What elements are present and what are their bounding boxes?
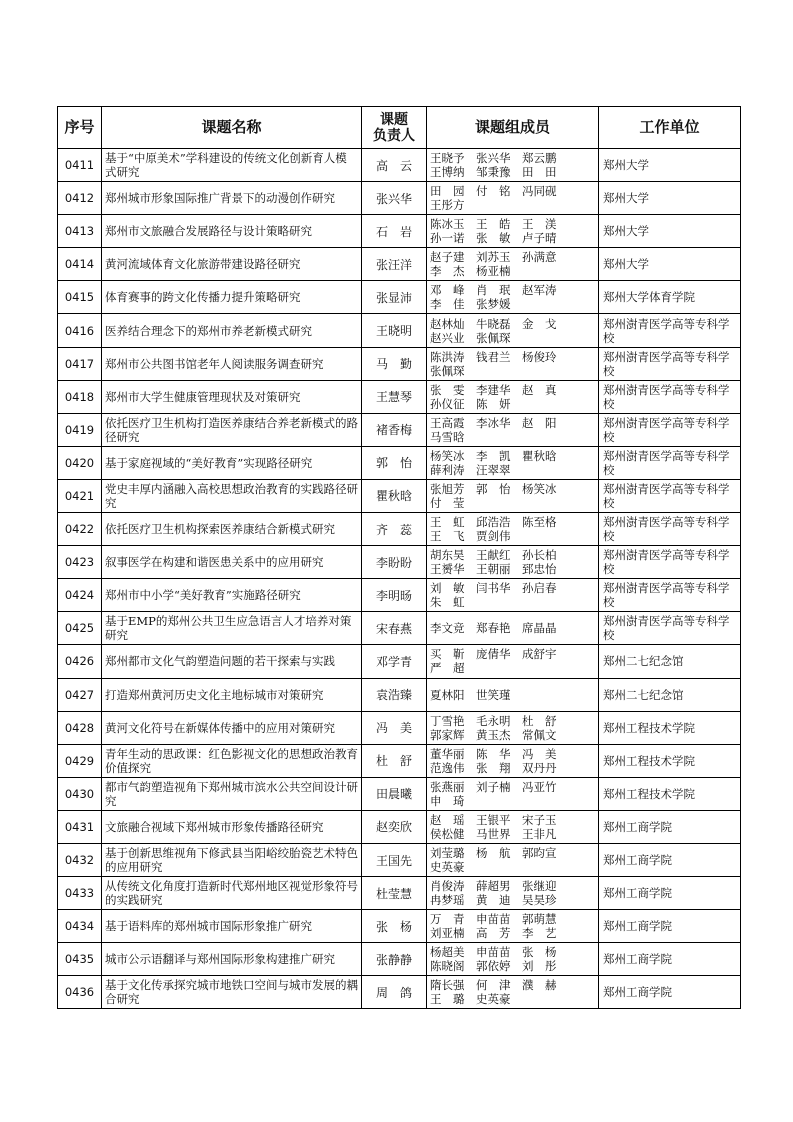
project-members: 邓 峰 肖 珉 赵军涛 李 佳 张梦媛 — [427, 281, 599, 314]
project-title: 郑州市中小学“美好教育”实施路径研究 — [102, 579, 362, 612]
table-row — [58, 943, 741, 976]
row-number: 0426 — [58, 645, 102, 678]
row-number: 0412 — [58, 182, 102, 215]
project-members: 陈洪涛 钱君兰 杨俊玲 张佩琛 — [427, 347, 599, 380]
work-unit: 郑州澍青医学高等专科学校 — [599, 446, 741, 479]
table-row — [58, 215, 741, 248]
project-title: 基于EMP的郑州公共卫生应急语言人才培养对策研究 — [102, 612, 362, 645]
row-number: 0423 — [58, 546, 102, 579]
work-unit: 郑州澍青医学高等专科学校 — [599, 546, 741, 579]
project-leader: 邓学青 — [362, 645, 427, 678]
table-row — [58, 579, 741, 612]
project-leader: 田晨曦 — [362, 777, 427, 810]
table-row — [58, 810, 741, 843]
header-no: 序号 — [58, 107, 102, 149]
row-number: 0435 — [58, 943, 102, 976]
table-row — [58, 347, 741, 380]
project-leader: 张显沛 — [362, 281, 427, 314]
project-leader: 王慧琴 — [362, 380, 427, 413]
project-leader: 马 勤 — [362, 347, 427, 380]
row-number: 0431 — [58, 810, 102, 843]
row-number: 0432 — [58, 843, 102, 876]
table-row — [58, 248, 741, 281]
row-number: 0411 — [58, 149, 102, 182]
project-leader: 齐 蕊 — [362, 513, 427, 546]
project-leader: 石 岩 — [362, 215, 427, 248]
project-leader: 瞿秋晗 — [362, 479, 427, 512]
project-members: 张旭芳 郭 怡 杨笑冰 付 莹 — [427, 479, 599, 512]
work-unit: 郑州大学 — [599, 182, 741, 215]
table-row — [58, 446, 741, 479]
project-leader: 赵奕欣 — [362, 810, 427, 843]
work-unit: 郑州大学 — [599, 149, 741, 182]
project-leader: 杜 舒 — [362, 744, 427, 777]
project-title: 基于“中原美术”学科建设的传统文化创新育人模式研究 — [102, 149, 362, 182]
project-leader: 杜莹慧 — [362, 877, 427, 910]
row-number: 0429 — [58, 744, 102, 777]
project-leader: 郭 怡 — [362, 446, 427, 479]
row-number: 0428 — [58, 711, 102, 744]
project-leader: 袁浩臻 — [362, 678, 427, 711]
project-title: 依托医疗卫生机构探索医养康结合新模式研究 — [102, 513, 362, 546]
row-number: 0419 — [58, 413, 102, 446]
project-title: 黄河流域体育文化旅游带建设路径研究 — [102, 248, 362, 281]
work-unit: 郑州澍青医学高等专科学校 — [599, 314, 741, 347]
project-members: 赵子建 刘苏玉 孙满意 李 杰 杨亚楠 — [427, 248, 599, 281]
work-unit: 郑州工程技术学院 — [599, 777, 741, 810]
project-leader: 张 杨 — [362, 910, 427, 943]
table-row — [58, 380, 741, 413]
project-table — [57, 106, 741, 1009]
table-row — [58, 777, 741, 810]
work-unit: 郑州澍青医学高等专科学校 — [599, 479, 741, 512]
project-members: 隋长强 何 津 濮 赫 王 璐 史英豪 — [427, 976, 599, 1009]
table-row — [58, 877, 741, 910]
project-title: 城市公示语翻译与郑州国际形象构建推广研究 — [102, 943, 362, 976]
table-row — [58, 149, 741, 182]
project-members: 王晓予 张兴华 郑云鹏 王博纳 邹秉豫 田 田 — [427, 149, 599, 182]
project-title: 基于文化传承探究城市地铁口空间与城市发展的耦合研究 — [102, 976, 362, 1009]
project-members: 田 园 付 铭 冯同砚 王彤方 — [427, 182, 599, 215]
row-number: 0434 — [58, 910, 102, 943]
project-members: 张燕丽 刘子楠 冯亚竹 申 琦 — [427, 777, 599, 810]
project-title: 文旅融合视域下郑州城市形象传播路径研究 — [102, 810, 362, 843]
project-members: 王高霞 李冰华 赵 阳 马雪晗 — [427, 413, 599, 446]
project-members: 董华丽 陈 华 冯 美 范逸伟 张 翔 双丹丹 — [427, 744, 599, 777]
work-unit: 郑州二七纪念馆 — [599, 678, 741, 711]
project-members: 买 靳 庞倩华 成舒宇 严 超 — [427, 645, 599, 678]
row-number: 0436 — [58, 976, 102, 1009]
project-title: 依托医疗卫生机构打造医养康结合养老新模式的路径研究 — [102, 413, 362, 446]
work-unit: 郑州工商学院 — [599, 943, 741, 976]
project-title: 从传统文化角度打造新时代郑州地区视觉形象符号的实践研究 — [102, 877, 362, 910]
project-title: 基于语料库的郑州城市国际形象推广研究 — [102, 910, 362, 943]
row-number: 0414 — [58, 248, 102, 281]
work-unit: 郑州工商学院 — [599, 843, 741, 876]
work-unit: 郑州二七纪念馆 — [599, 645, 741, 678]
project-members: 杨超美 申苗苗 张 杨 陈晓阁 郭依婷 刘 彤 — [427, 943, 599, 976]
work-unit: 郑州澍青医学高等专科学校 — [599, 579, 741, 612]
project-members: 张 雯 李建华 赵 真 孙仪征 陈 妍 — [427, 380, 599, 413]
row-number: 0415 — [58, 281, 102, 314]
project-members: 胡东昊 王献红 孙长柏 王赟华 王朝丽 郅忠怡 — [427, 546, 599, 579]
work-unit: 郑州工商学院 — [599, 810, 741, 843]
project-list-page — [57, 106, 741, 1009]
table-row — [58, 976, 741, 1009]
work-unit: 郑州澍青医学高等专科学校 — [599, 347, 741, 380]
project-members: 肖俊涛 薛超男 张继迎 冉梦瑶 黄 迪 吴昊珍 — [427, 877, 599, 910]
project-leader: 张汪洋 — [362, 248, 427, 281]
table-row — [58, 678, 741, 711]
project-members: 夏林阳 世笑瑾 — [427, 678, 599, 711]
header-leader: 课题 负责人 — [362, 107, 427, 149]
header-title: 课题名称 — [102, 107, 362, 149]
project-members: 杨笑冰 李 凯 瞿秋晗 薛利涛 汪翠翠 — [427, 446, 599, 479]
project-title: 郑州市文旅融合发展路径与设计策略研究 — [102, 215, 362, 248]
table-row — [58, 479, 741, 512]
project-title: 郑州市公共图书馆老年人阅读服务调查研究 — [102, 347, 362, 380]
project-members: 刘莹璐 杨 航 郭昀宣 史英豪 — [427, 843, 599, 876]
project-members: 李文竞 郑春艳 席晶晶 — [427, 612, 599, 645]
project-leader: 宋春燕 — [362, 612, 427, 645]
project-leader: 李明旸 — [362, 579, 427, 612]
table-row — [58, 910, 741, 943]
project-title: 郑州市大学生健康管理现状及对策研究 — [102, 380, 362, 413]
row-number: 0424 — [58, 579, 102, 612]
project-title: 郑州城市形象国际推广背景下的动漫创作研究 — [102, 182, 362, 215]
work-unit: 郑州大学 — [599, 248, 741, 281]
project-title: 青年生动的思政课：红色影视文化的思想政治教育价值探究 — [102, 744, 362, 777]
project-members: 赵 瑶 王银平 宋子玉 侯松健 马世界 王非凡 — [427, 810, 599, 843]
work-unit: 郑州大学 — [599, 215, 741, 248]
table-header-row — [58, 107, 741, 149]
project-title: 基于创新思维视角下修武县当阳峪绞胎瓷艺术特色的应用研究 — [102, 843, 362, 876]
table-row — [58, 413, 741, 446]
row-number: 0425 — [58, 612, 102, 645]
project-title: 黄河文化符号在新媒体传播中的应用对策研究 — [102, 711, 362, 744]
project-members: 丁雪艳 毛永明 杜 舒 郭家辉 黄玉杰 常佩文 — [427, 711, 599, 744]
project-members: 王 虹 邱浩浩 陈至格 王 飞 贾剑伟 — [427, 513, 599, 546]
work-unit: 郑州工商学院 — [599, 877, 741, 910]
table-row — [58, 182, 741, 215]
work-unit: 郑州澍青医学高等专科学校 — [599, 413, 741, 446]
row-number: 0420 — [58, 446, 102, 479]
work-unit: 郑州工商学院 — [599, 910, 741, 943]
row-number: 0413 — [58, 215, 102, 248]
table-row — [58, 843, 741, 876]
table-body — [58, 149, 741, 1009]
table-row — [58, 645, 741, 678]
work-unit: 郑州工程技术学院 — [599, 711, 741, 744]
project-title: 叙事医学在构建和谐医患关系中的应用研究 — [102, 546, 362, 579]
project-title: 体育赛事的跨文化传播力提升策略研究 — [102, 281, 362, 314]
row-number: 0433 — [58, 877, 102, 910]
header-members: 课题组成员 — [427, 107, 599, 149]
project-title: 党史丰厚内涵融入高校思想政治教育的实践路径研究 — [102, 479, 362, 512]
work-unit: 郑州澍青医学高等专科学校 — [599, 612, 741, 645]
row-number: 0421 — [58, 479, 102, 512]
work-unit: 郑州工商学院 — [599, 976, 741, 1009]
project-members: 刘 敏 闫书华 孙启春 朱 虹 — [427, 579, 599, 612]
row-number: 0417 — [58, 347, 102, 380]
header-unit: 工作单位 — [599, 107, 741, 149]
project-title: 郑州都市文化气韵塑造问题的若干探索与实践 — [102, 645, 362, 678]
project-leader: 王晓明 — [362, 314, 427, 347]
table-row — [58, 612, 741, 645]
project-title: 都市气韵塑造视角下郑州城市滨水公共空间设计研究 — [102, 777, 362, 810]
row-number: 0416 — [58, 314, 102, 347]
table-row — [58, 744, 741, 777]
row-number: 0427 — [58, 678, 102, 711]
table-row — [58, 711, 741, 744]
project-members: 陈冰玉 王 皓 王 渼 孙一诺 张 敏 卢子晴 — [427, 215, 599, 248]
project-leader: 褚香梅 — [362, 413, 427, 446]
project-title: 打造郑州黄河历史文化主地标城市对策研究 — [102, 678, 362, 711]
row-number: 0422 — [58, 513, 102, 546]
project-leader: 张静静 — [362, 943, 427, 976]
work-unit: 郑州工程技术学院 — [599, 744, 741, 777]
project-title: 医养结合理念下的郑州市养老新模式研究 — [102, 314, 362, 347]
project-members: 万 青 申苗苗 郭萌慧 刘亚楠 高 芳 李 艺 — [427, 910, 599, 943]
row-number: 0430 — [58, 777, 102, 810]
table-row — [58, 281, 741, 314]
table-row — [58, 546, 741, 579]
project-leader: 李盼盼 — [362, 546, 427, 579]
table-row — [58, 314, 741, 347]
project-leader: 周 鸽 — [362, 976, 427, 1009]
project-members: 赵林灿 牛晓磊 金 戈 赵兴业 张佩琛 — [427, 314, 599, 347]
work-unit: 郑州澍青医学高等专科学校 — [599, 380, 741, 413]
project-leader: 张兴华 — [362, 182, 427, 215]
work-unit: 郑州大学体育学院 — [599, 281, 741, 314]
table-row — [58, 513, 741, 546]
row-number: 0418 — [58, 380, 102, 413]
project-leader: 王国先 — [362, 843, 427, 876]
project-title: 基于家庭视域的“美好教育”实现路径研究 — [102, 446, 362, 479]
project-leader: 冯 美 — [362, 711, 427, 744]
project-leader: 高 云 — [362, 149, 427, 182]
work-unit: 郑州澍青医学高等专科学校 — [599, 513, 741, 546]
